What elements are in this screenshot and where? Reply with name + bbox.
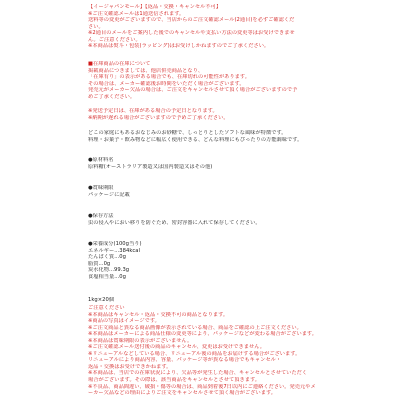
notice-line: ※本商品はキャンセル・返品・交換不可の商品となります。: [88, 311, 229, 318]
notice-line: さい。: [88, 23, 104, 30]
nutrition-row: 食塩相当量...0g: [88, 273, 126, 280]
intro-line: 料理・お菓子・飲み物などに幅広く使用できる、どんな料理にもぴったりの万能調味です。: [88, 136, 303, 143]
notice-line: ※本商品は、当店での在庫状況により、欠品等が発生した場合、キャンセルとさせていただく: [88, 370, 308, 377]
notice-line: ※リニューアルなどしている場合、リニューアル後の商品をお届けする場合がございます。: [88, 350, 301, 357]
notice-line: ※2通目のメールをご案内した後でのキャンセルや支払い方法の変更等はお受けできませ: [88, 30, 295, 37]
storage-heading: ●保存方法: [88, 213, 114, 219]
notice-line: ※商品の写真はイメージです。: [88, 318, 160, 325]
intro-line: どこの家庭にもあるおなじみのお砂糖で、しっとりとしたソフトな風味が特徴です。: [88, 130, 287, 136]
ingredients-heading: ●原材料名: [88, 157, 114, 163]
ingredients-section: [88, 157, 318, 170]
notice-stock: [88, 61, 318, 100]
notice-line: ※不良品、商品間違い、破損・傷等の場合は、商品到着後7日以内にご連絡ください。発売元やメ: [88, 383, 316, 390]
nutrition-row: たんぱく質...0g: [88, 254, 126, 261]
notice-line: リニューアルにより商品内容、容量、パッケージ等が異なる場合でもキャンセル・: [88, 357, 282, 364]
nutrition-section: [88, 241, 318, 280]
quantity-section: [88, 297, 318, 304]
notice-line: ※本商品はメーカーによる商品仕様の変更等により、パッケージなどが変わる場合がございます。: [88, 331, 317, 338]
notice-line: ※本商品は賞味期限の表示がございません。: [88, 337, 193, 344]
storage-text: 虫の侵入やにおい移りを防ぐため、密封容器に入れて保存してください。: [88, 219, 261, 226]
expiry-text: パッケージに記載: [88, 191, 130, 198]
notice-line: 返品・交換はお受けできかねます。: [88, 363, 172, 370]
notice-line: ※発送予定日は、在庫がある場合の予定日となります。: [88, 108, 218, 114]
nutrition-row: エネルギー...384kcal: [88, 247, 141, 254]
notice-line: 場合がございます。その際は、該当商品をキャンセルとさせて頂きます。: [88, 377, 261, 384]
notice-line: ※ご注文商品と異なる商品画像が表示されている場合、商品をご確認の上ご注文ください。: [88, 324, 302, 331]
quantity-text: 1kg×20個: [88, 297, 115, 303]
nutrition-heading: ●栄養成分(100g当り): [88, 241, 142, 247]
notice-delivery: [88, 108, 318, 121]
notice-line: 発売元がメーカー欠品の場合は、ご注文をキャンセルさせて頂く場合がございますので予: [88, 87, 298, 94]
notice-line: ※ご注文確認メールは1通送信されます。: [88, 10, 185, 17]
ingredients-text: 原料糖(オーストラリア製造又は国内製造又はその他): [88, 163, 213, 170]
notice-line: 掲載商品につきましては、他店併売商品となり、: [88, 67, 204, 74]
expiry-heading: ●賞味期限: [88, 185, 114, 191]
notice-top: [88, 4, 318, 50]
notice-line: めご了承ください。: [88, 93, 136, 100]
notice-line: 「在庫有り」の表示がある場合でも、在庫切れの可能性があります。: [88, 74, 250, 81]
notice-line: ーカー欠品などの理由によりご注文をキャンセルさせて頂く場合がございます。: [88, 390, 277, 397]
notice-line: ん。ご注意ください。: [88, 36, 141, 43]
nutrition-row: 炭水化物...99.3g: [88, 267, 130, 274]
product-intro: [88, 130, 318, 143]
notice-bottom: [88, 305, 318, 397]
notice-line: ※ご注文確認メール送付後の商品のキャンセル、変更はお受けできません。: [88, 344, 266, 351]
notice-line: ※本商品は熨斗・包装(ラッピング)はお受けしかねますのでご了承ください。: [88, 43, 270, 50]
expiry-section: [88, 185, 318, 198]
notice-line: その場合は、メーカー確認後お時間をいただく場合がございます。: [88, 80, 245, 87]
nutrition-row: 脂質...0g: [88, 260, 111, 267]
notice-line: 送料等の変更がございますので、当店からのご注文確認メール(2通目)を必ずご確認くだ: [88, 17, 295, 24]
notice-line: ■在庫商品の在庫について: [88, 61, 151, 67]
storage-section: [88, 213, 318, 226]
notice-line: ご注意ください: [88, 305, 125, 311]
notice-line: ※納期が遅れる場合がございますので予めご了承ください。: [88, 114, 229, 121]
notice-line: 【イージャパンモール】【返品・交換・キャンセル不可】: [88, 4, 222, 10]
